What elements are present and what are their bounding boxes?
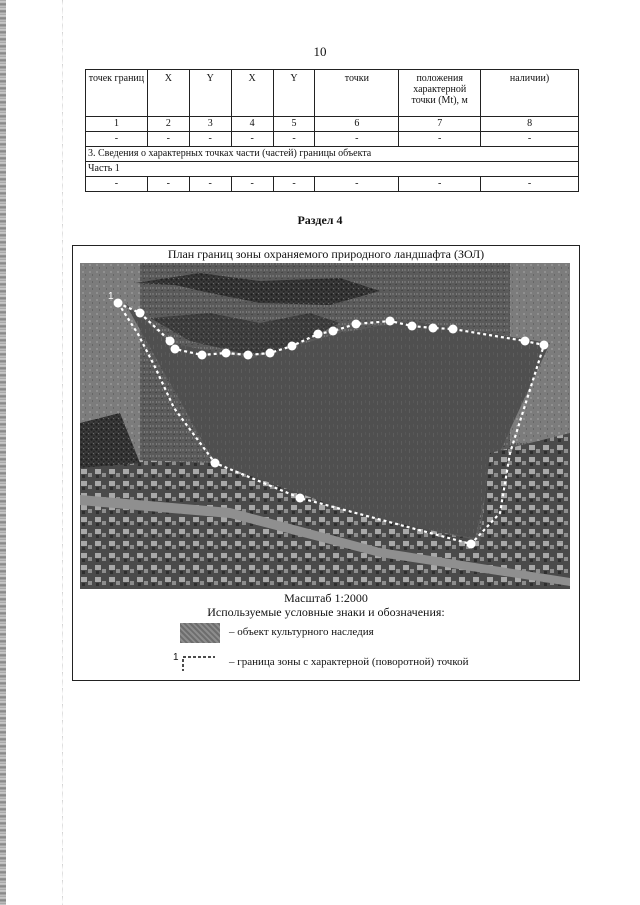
table-cell: 8 [481, 117, 579, 132]
table-cell: 3 [189, 117, 231, 132]
table-cell: - [315, 132, 399, 147]
scan-line [62, 0, 63, 905]
scan-edge [0, 0, 6, 905]
heritage-object-swatch [180, 623, 220, 643]
header-cell: Y [189, 70, 231, 117]
table-cell: 5 [273, 117, 315, 132]
legend-heritage-text: – объект культурного наследия [229, 626, 374, 638]
aerial-map [80, 263, 570, 589]
table-cell: - [189, 177, 231, 192]
table-cell: - [147, 177, 189, 192]
legend-heading: Используемые условные знаки и обозначения: [207, 605, 445, 619]
table-row [86, 177, 579, 192]
plan-box [72, 245, 580, 681]
table-cell: 4 [231, 117, 273, 132]
header-cell: точек границ [86, 70, 148, 117]
header-cell: X [147, 70, 189, 117]
legend-boundary-text: – граница зоны с характерной (поворотной) точкой [229, 656, 469, 668]
plan-title: План границ зоны охраняемого природного ландшафта (ЗОЛ) [167, 247, 485, 261]
part-label: Часть 1 [86, 162, 579, 177]
table-cell: - [231, 177, 273, 192]
table-cell: - [481, 132, 579, 147]
legend-symbol-label: 1 [173, 652, 179, 663]
header-cell: точки [315, 70, 399, 117]
table-cell: - [481, 177, 579, 192]
section-heading-row [86, 147, 579, 162]
header-cell: наличии) [481, 70, 579, 117]
table-header-row [86, 70, 579, 117]
map-scale: Масштаб 1:2000 [284, 591, 368, 605]
table-cell: - [399, 177, 481, 192]
coordinates-table [85, 69, 579, 192]
header-cell: положения характерной точки (Mt), м [399, 70, 481, 117]
table-cell: - [399, 132, 481, 147]
section-title: Раздел 4 [297, 213, 343, 227]
section-3-heading: 3. Сведения о характерных точках части (частей) границы объекта [86, 147, 579, 162]
table-row [86, 132, 579, 147]
table-cell: 2 [147, 117, 189, 132]
table-cell: 6 [315, 117, 399, 132]
map-point-label: 1 [108, 291, 114, 302]
table-cell: - [315, 177, 399, 192]
table-cell: 1 [86, 117, 148, 132]
header-cell: X [231, 70, 273, 117]
table-cell: - [86, 132, 148, 147]
column-number-row [86, 117, 579, 132]
table-cell: - [273, 177, 315, 192]
boundary-symbol-icon [173, 650, 223, 672]
table-cell: - [147, 132, 189, 147]
table-cell: - [86, 177, 148, 192]
page-number: 10 [313, 44, 327, 59]
table-cell: 7 [399, 117, 481, 132]
header-cell: Y [273, 70, 315, 117]
table-cell: - [189, 132, 231, 147]
table-cell: - [231, 132, 273, 147]
part-row [86, 162, 579, 177]
table-cell: - [273, 132, 315, 147]
